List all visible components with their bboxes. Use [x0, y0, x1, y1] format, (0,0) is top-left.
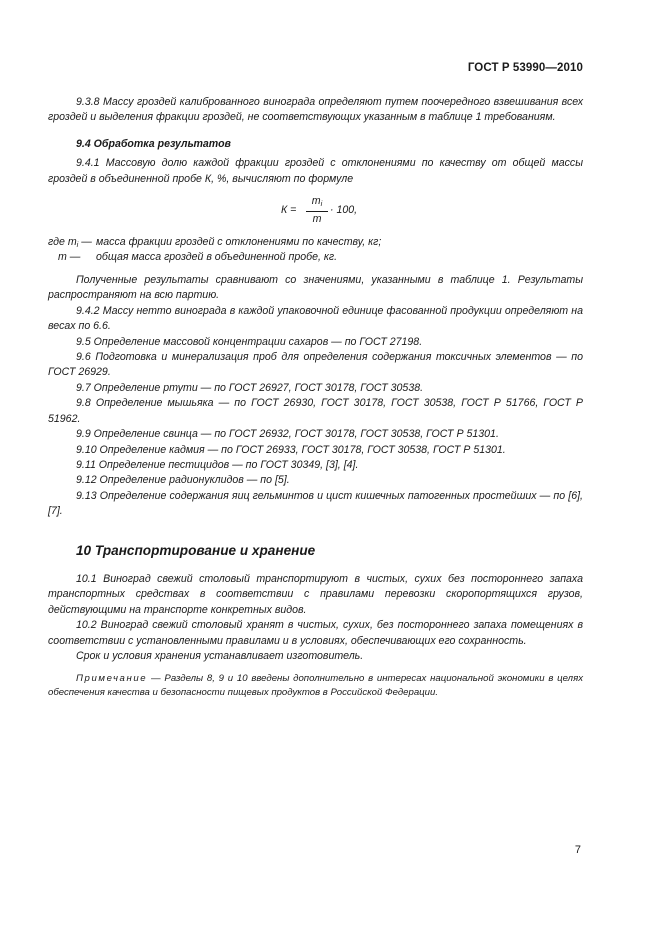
paragraph-10-1: 10.1 Виноград свежий столовый транспортируют в чистых, сухих без постороннего запаха транспортных средствах в соответствии с правилами перевозки скоропортящихся грузов, действующими на транспорте конкретных видов. [48, 572, 583, 616]
section-10-heading: 10 Транспортирование и хранение [76, 542, 316, 558]
paragraph-9-12: 9.12 Определение радионуклидов — по [5]. [76, 474, 290, 487]
fraction-bar [306, 211, 328, 212]
heading-9-4: 9.4 Обработка результатов [76, 137, 231, 150]
formula [48, 195, 583, 225]
paragraph-results: Полученные результаты сравнивают со значениями, указанными в таблице 1. Результаты распространяют на всю партию. [48, 274, 583, 302]
paragraph-9-3-8: 9.3.8 Массу гроздей калиброванного винограда определяют путем поочередного взвешивания всех гроздей и выделения фракции гроздей, не соответствующих указанным в таблице 1 требованиям. [48, 96, 583, 124]
paragraph-10-2: 10.2 Виноград свежий столовый хранят в чистых, сухих, без постороннего запаха помещениях в соответствии с установленными правилами и в условиях, обеспечивающих его сохранность. [48, 619, 583, 647]
legend-text-m: общая масса гроздей в объединенной пробе, кг. [96, 251, 338, 264]
formula-numerator: $m_i$ [311, 195, 323, 209]
paragraph-9-9: 9.9 Определение свинца — по ГОСТ 26932, ГОСТ 30178, ГОСТ 30538, ГОСТ Р 51301. [76, 428, 499, 441]
document-code: ГОСТ Р 53990—2010 [467, 62, 583, 74]
legend-text-mi: масса фракции гроздей с отклонениями по качеству, кг; [96, 236, 382, 249]
legend-row-m: m — общая масса гроздей в объединенной пробе, кг. [48, 250, 583, 265]
paragraph-9-7: 9.7 Определение ртути — по ГОСТ 26927, ГОСТ 30178, ГОСТ 30538. [76, 381, 424, 394]
note [48, 672, 583, 700]
note-text: — Разделы 8, 9 и 10 введены дополнительно в интересах национальной экономики в целях обеспечения качества и безопасности пищевых продуктов в Российской Федерации. [48, 673, 583, 699]
formula-denominator: m [312, 213, 322, 226]
note-label: Примечание [76, 673, 148, 685]
page-content [48, 95, 583, 700]
paragraph-9-10: 9.10 Определение кадмия — по ГОСТ 26933, ГОСТ 30178, ГОСТ 30538, ГОСТ Р 51301. [76, 443, 506, 456]
legend-row-mi: где $m_i$ — масса фракции гроздей с отклонениями по качеству, кг; [48, 236, 382, 250]
formula-tail: · 100, [330, 204, 358, 217]
formula-lhs: К = [281, 204, 297, 217]
paragraph-9-5: 9.5 Определение массовой концентрации сахаров — по ГОСТ 27198. [76, 335, 423, 348]
paragraph-9-13: 9.13 Определение содержания яиц гельминтов и цист кишечных патогенных простейших — по [6], [7]. [48, 489, 583, 518]
formula-fraction [306, 195, 328, 226]
paragraph-9-6: 9.6 Подготовка и минерализация проб для определения содержания токсичных элементов — по ГОСТ 26929. [48, 351, 583, 379]
formula-legend [48, 235, 583, 265]
paragraph-storage: Срок и условия хранения устанавливает изготовитель. [76, 649, 364, 662]
paragraph-9-4-1: 9.4.1 Массовую долю каждой фракции гроздей с отклонениями по качеству от общей массы гроздей в объединенной пробе К, %, вычисляют по формуле [48, 157, 583, 185]
paragraph-9-4-2: 9.4.2 Массу нетто винограда в каждой упаковочной единице фасованной продукции определяют на весах по 6.6. [48, 304, 583, 333]
paragraph-9-11: 9.11 Определение пестицидов — по ГОСТ 30349, [3], [4]. [76, 458, 359, 471]
page-number: 7 [574, 844, 581, 856]
paragraph-9-8: 9.8 Определение мышьяка — по ГОСТ 26930, ГОСТ 30178, ГОСТ 30538, ГОСТ Р 51766, ГОСТ Р 51962. [48, 397, 583, 425]
